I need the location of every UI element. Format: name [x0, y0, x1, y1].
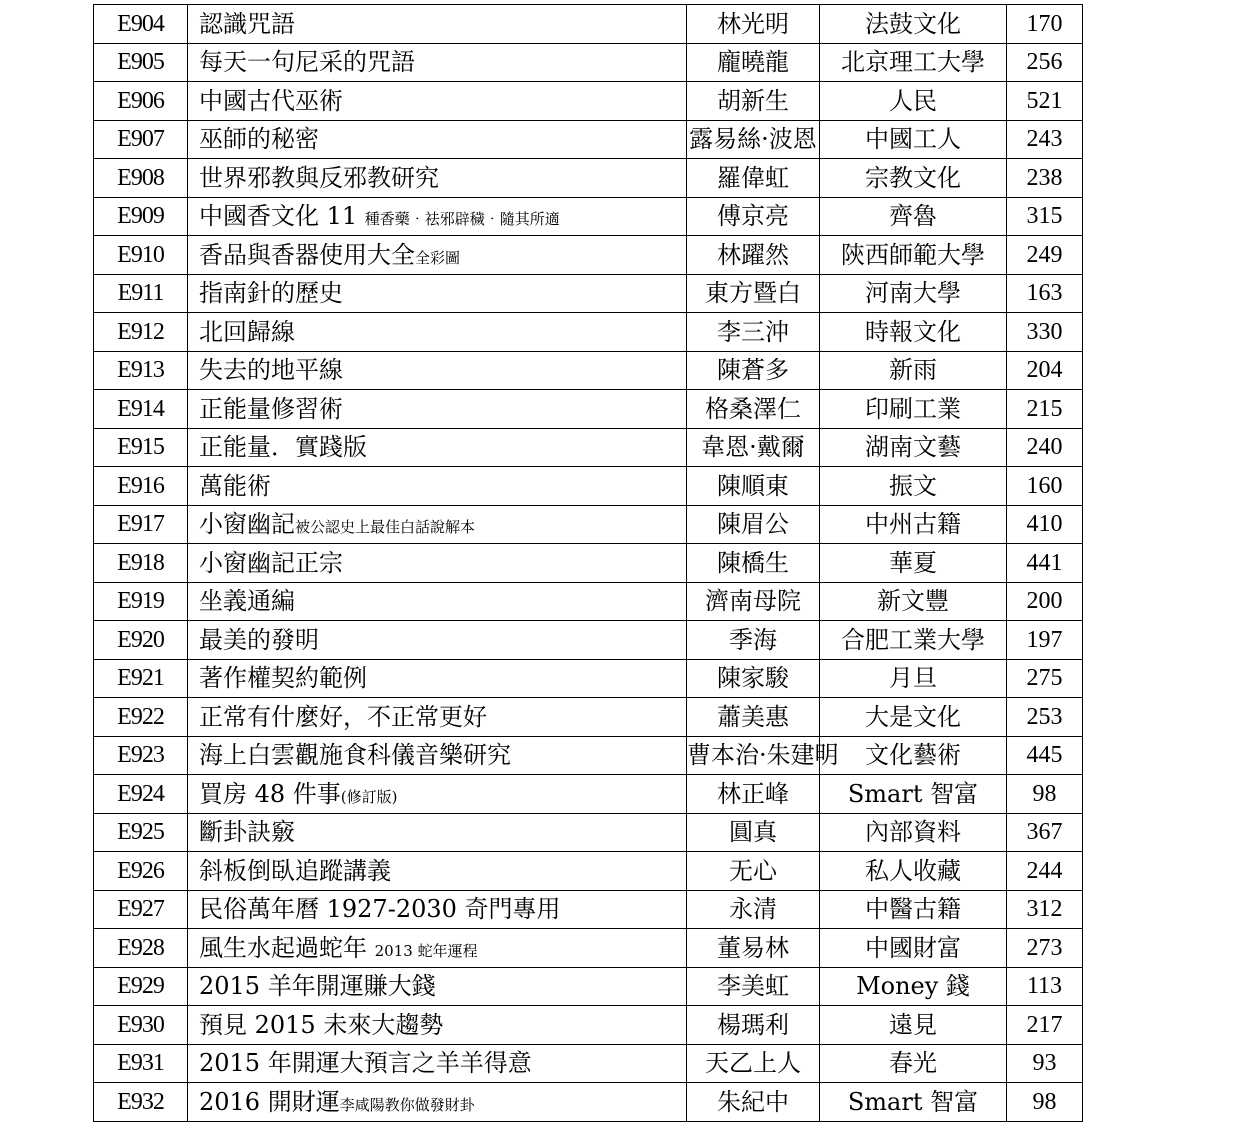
- book-title: [188, 582, 687, 621]
- book-publisher: 文化藝術: [820, 736, 1007, 775]
- table-row: [94, 82, 1083, 121]
- book-pages: 244: [1007, 852, 1083, 891]
- book-code: E931: [94, 1044, 188, 1083]
- book-title-text: 小窗幽記正宗: [199, 548, 343, 577]
- book-author: 无心: [687, 852, 820, 891]
- book-publisher: 中醫古籍: [820, 890, 1007, 929]
- book-title-text: 正能量．實踐版: [199, 433, 367, 462]
- book-pages: 445: [1007, 736, 1083, 775]
- book-title-text: 預見 2015 未來大趨勢: [199, 1010, 444, 1039]
- table-row: [94, 120, 1083, 159]
- book-code: E921: [94, 659, 188, 698]
- book-code: E915: [94, 428, 188, 467]
- table-row: [94, 1083, 1083, 1122]
- book-title: [188, 890, 687, 929]
- book-title: [188, 467, 687, 506]
- book-title: [188, 159, 687, 198]
- book-pages: 243: [1007, 120, 1083, 159]
- book-title: [188, 313, 687, 352]
- table-row: [94, 467, 1083, 506]
- book-title-note: 全彩圖: [415, 248, 461, 267]
- book-author: 羅偉虹: [687, 159, 820, 198]
- book-title: [188, 390, 687, 429]
- book-title: [188, 736, 687, 775]
- book-publisher: 華夏: [820, 544, 1007, 583]
- book-publisher: 春光: [820, 1044, 1007, 1083]
- book-pages: 160: [1007, 467, 1083, 506]
- book-title: [188, 544, 687, 583]
- book-code: E911: [94, 274, 188, 313]
- book-title-text: 失去的地平線: [199, 356, 343, 385]
- book-code: E930: [94, 1006, 188, 1045]
- book-title-text: 中國古代巫術: [199, 86, 343, 115]
- book-title: [188, 428, 687, 467]
- book-title-note: (修訂版): [340, 787, 398, 806]
- table-row: [94, 236, 1083, 275]
- book-author: 永清: [687, 890, 820, 929]
- book-code: E924: [94, 775, 188, 814]
- table-row: [94, 197, 1083, 236]
- book-title-text: 正常有什麼好，不正常更好: [199, 702, 487, 731]
- book-title-text: 香品與香器使用大全: [199, 240, 415, 269]
- book-pages: 204: [1007, 351, 1083, 390]
- book-code: E925: [94, 813, 188, 852]
- book-title-text: 北回歸線: [199, 317, 295, 346]
- book-code: E919: [94, 582, 188, 621]
- book-title-text: 民俗萬年曆 1927-2030 奇門專用: [199, 895, 561, 924]
- book-pages: 98: [1007, 775, 1083, 814]
- book-publisher: Smart 智富: [820, 1083, 1007, 1122]
- book-title: [188, 351, 687, 390]
- book-author: 傅京亮: [687, 197, 820, 236]
- book-title-text: 每天一句尼采的咒語: [199, 48, 415, 77]
- book-author: 露易絲·波恩: [687, 120, 820, 159]
- book-pages: 312: [1007, 890, 1083, 929]
- book-author: 朱紀中: [687, 1083, 820, 1122]
- book-title: [188, 82, 687, 121]
- book-pages: 163: [1007, 274, 1083, 313]
- book-publisher: 宗教文化: [820, 159, 1007, 198]
- table-row: [94, 274, 1083, 313]
- book-title-text: 著作權契約範例: [199, 664, 367, 693]
- table-row: [94, 505, 1083, 544]
- book-author: 楊瑪利: [687, 1006, 820, 1045]
- book-author: 陳順東: [687, 467, 820, 506]
- book-publisher: 時報文化: [820, 313, 1007, 352]
- book-title: [188, 43, 687, 82]
- book-author: 天乙上人: [687, 1044, 820, 1083]
- book-title: [188, 236, 687, 275]
- book-title-text: 2015 羊年開運賺大錢: [199, 972, 436, 1001]
- book-code: E917: [94, 505, 188, 544]
- book-title: [188, 120, 687, 159]
- book-title-text: 小窗幽記: [199, 510, 295, 539]
- book-pages: 441: [1007, 544, 1083, 583]
- table-row: [94, 43, 1083, 82]
- table-row: [94, 813, 1083, 852]
- book-code: E920: [94, 621, 188, 660]
- book-title-text: 坐義通編: [199, 587, 295, 616]
- book-title: [188, 1044, 687, 1083]
- book-code: E909: [94, 197, 188, 236]
- book-title: [188, 197, 687, 236]
- book-author: 蕭美惠: [687, 698, 820, 737]
- book-pages: 238: [1007, 159, 1083, 198]
- book-code: E927: [94, 890, 188, 929]
- book-title-text: 斷卦訣竅: [199, 818, 295, 847]
- book-publisher: 北京理工大學: [820, 43, 1007, 82]
- book-author: 林躍然: [687, 236, 820, 275]
- book-pages: 256: [1007, 43, 1083, 82]
- book-title-text: 正能量修習術: [199, 394, 343, 423]
- book-title-note: 被公認史上最佳白話說解本: [295, 518, 476, 537]
- book-author: 李三沖: [687, 313, 820, 352]
- table-row: [94, 390, 1083, 429]
- book-pages: 217: [1007, 1006, 1083, 1045]
- catalog-body: [94, 5, 1083, 1122]
- book-title: [188, 274, 687, 313]
- table-row: [94, 351, 1083, 390]
- book-code: E918: [94, 544, 188, 583]
- table-row: [94, 775, 1083, 814]
- book-code: E916: [94, 467, 188, 506]
- book-code: E929: [94, 967, 188, 1006]
- book-pages: 200: [1007, 582, 1083, 621]
- book-publisher: 振文: [820, 467, 1007, 506]
- table-row: [94, 313, 1083, 352]
- book-pages: 521: [1007, 82, 1083, 121]
- book-publisher: 月旦: [820, 659, 1007, 698]
- book-title: [188, 813, 687, 852]
- book-author: 陳橋生: [687, 544, 820, 583]
- book-pages: 113: [1007, 967, 1083, 1006]
- book-title: [188, 5, 687, 44]
- book-code: E910: [94, 236, 188, 275]
- book-publisher: Smart 智富: [820, 775, 1007, 814]
- table-row: [94, 1006, 1083, 1045]
- book-publisher: 中國財富: [820, 929, 1007, 968]
- book-author: 濟南母院: [687, 582, 820, 621]
- book-publisher: 新文豐: [820, 582, 1007, 621]
- book-code: E923: [94, 736, 188, 775]
- book-title-text: 世界邪教與反邪教研究: [199, 163, 439, 192]
- book-title: [188, 1006, 687, 1045]
- book-author: 董易林: [687, 929, 820, 968]
- table-row: [94, 736, 1083, 775]
- table-row: [94, 582, 1083, 621]
- book-title-text: 最美的發明: [199, 625, 319, 654]
- book-title-text: 指南針的歷史: [199, 279, 343, 308]
- book-author: 圓真: [687, 813, 820, 852]
- book-author: 韋恩·戴爾: [687, 428, 820, 467]
- book-code: E907: [94, 120, 188, 159]
- table-row: [94, 659, 1083, 698]
- book-code: E904: [94, 5, 188, 44]
- table-row: [94, 852, 1083, 891]
- book-code: E914: [94, 390, 188, 429]
- book-title: [188, 967, 687, 1006]
- book-publisher: 合肥工業大學: [820, 621, 1007, 660]
- book-publisher: 齊魯: [820, 197, 1007, 236]
- book-pages: 275: [1007, 659, 1083, 698]
- book-code: E928: [94, 929, 188, 968]
- book-title: [188, 1083, 687, 1122]
- book-pages: 253: [1007, 698, 1083, 737]
- book-publisher: 中國工人: [820, 120, 1007, 159]
- book-author: 林正峰: [687, 775, 820, 814]
- book-code: E906: [94, 82, 188, 121]
- book-pages: 240: [1007, 428, 1083, 467]
- book-code: E926: [94, 852, 188, 891]
- book-author: 曹本治·朱建明: [687, 736, 820, 775]
- book-title: [188, 775, 687, 814]
- book-author: 陳家駿: [687, 659, 820, 698]
- book-publisher: 大是文化: [820, 698, 1007, 737]
- table-row: [94, 544, 1083, 583]
- book-title-text: 海上白雲觀施食科儀音樂研究: [199, 741, 511, 770]
- book-catalog-table: [93, 4, 1083, 1122]
- book-title-note: 種香藥‧祛邪辟穢‧隨其所適: [364, 210, 560, 229]
- book-author: 格桑澤仁: [687, 390, 820, 429]
- book-title: [188, 659, 687, 698]
- book-code: E932: [94, 1083, 188, 1122]
- table-row: [94, 1044, 1083, 1083]
- book-title-text: 認識咒語: [199, 9, 295, 38]
- book-title: [188, 852, 687, 891]
- book-publisher: 河南大學: [820, 274, 1007, 313]
- book-author: 東方暨白: [687, 274, 820, 313]
- book-author: 陳眉公: [687, 505, 820, 544]
- book-pages: 410: [1007, 505, 1083, 544]
- book-author: 李美虹: [687, 967, 820, 1006]
- book-title-note: 2013 蛇年運程: [374, 941, 478, 960]
- book-author: 季海: [687, 621, 820, 660]
- table-row: [94, 967, 1083, 1006]
- book-title-text: 2015 年開運大預言之羊羊得意: [199, 1049, 532, 1078]
- book-publisher: 湖南文藝: [820, 428, 1007, 467]
- table-row: [94, 929, 1083, 968]
- table-row: [94, 428, 1083, 467]
- book-title: [188, 505, 687, 544]
- book-author: 胡新生: [687, 82, 820, 121]
- book-code: E913: [94, 351, 188, 390]
- book-code: E912: [94, 313, 188, 352]
- book-pages: 367: [1007, 813, 1083, 852]
- book-title-text: 2016 開財運: [199, 1087, 340, 1116]
- book-publisher: 新雨: [820, 351, 1007, 390]
- table-row: [94, 621, 1083, 660]
- book-title-text: 萬能術: [199, 471, 271, 500]
- table-row: [94, 698, 1083, 737]
- book-publisher: 法鼓文化: [820, 5, 1007, 44]
- book-pages: 315: [1007, 197, 1083, 236]
- book-title-text: 斜板倒臥追蹤講義: [199, 856, 391, 885]
- book-title-text: 買房 48 件事: [199, 779, 341, 808]
- book-code: E922: [94, 698, 188, 737]
- book-publisher: Money 錢: [820, 967, 1007, 1006]
- table-row: [94, 5, 1083, 44]
- book-pages: 215: [1007, 390, 1083, 429]
- book-publisher: 遠見: [820, 1006, 1007, 1045]
- book-publisher: 印刷工業: [820, 390, 1007, 429]
- table-row: [94, 890, 1083, 929]
- table-row: [94, 159, 1083, 198]
- book-title-text: 風生水起過蛇年: [199, 933, 375, 962]
- book-pages: 330: [1007, 313, 1083, 352]
- book-title: [188, 929, 687, 968]
- book-pages: 197: [1007, 621, 1083, 660]
- book-pages: 170: [1007, 5, 1083, 44]
- book-title-text: 巫師的秘密: [199, 125, 319, 154]
- book-title: [188, 621, 687, 660]
- book-author: 陳蒼多: [687, 351, 820, 390]
- book-publisher: 人民: [820, 82, 1007, 121]
- book-title: [188, 698, 687, 737]
- book-pages: 273: [1007, 929, 1083, 968]
- book-publisher: 內部資料: [820, 813, 1007, 852]
- book-pages: 249: [1007, 236, 1083, 275]
- book-publisher: 陝西師範大學: [820, 236, 1007, 275]
- book-pages: 98: [1007, 1083, 1083, 1122]
- book-publisher: 私人收藏: [820, 852, 1007, 891]
- book-author: 龐曉龍: [687, 43, 820, 82]
- book-code: E905: [94, 43, 188, 82]
- book-author: 林光明: [687, 5, 820, 44]
- book-title-text: 中國香文化 11: [199, 202, 365, 231]
- book-pages: 93: [1007, 1044, 1083, 1083]
- book-title-note: 李咸陽教你做發財卦: [339, 1095, 475, 1114]
- book-publisher: 中州古籍: [820, 505, 1007, 544]
- book-code: E908: [94, 159, 188, 198]
